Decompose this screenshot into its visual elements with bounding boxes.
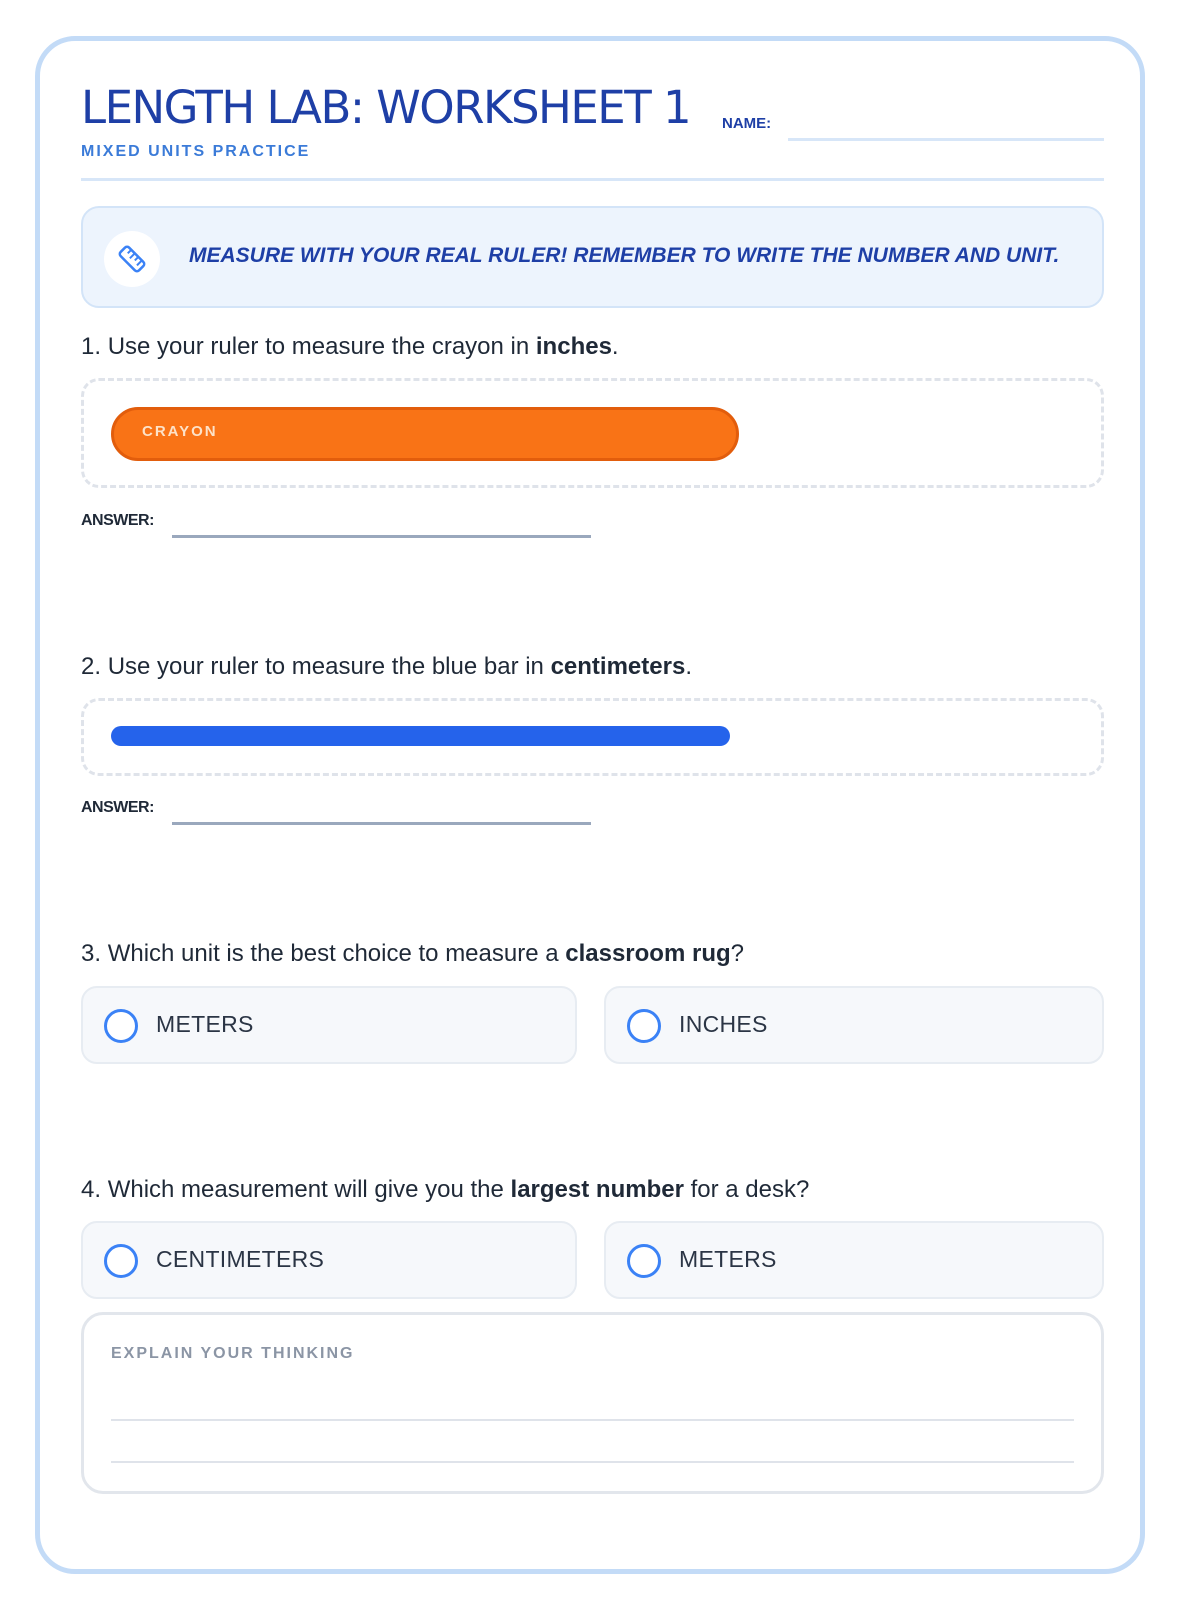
explain-label: EXPLAIN YOUR THINKING <box>111 1345 355 1362</box>
question-punctuation: for a desk? <box>683 1176 810 1203</box>
worksheet-header <box>81 81 1104 181</box>
ruler-icon <box>104 231 160 287</box>
choice-inches[interactable] <box>604 986 1104 1064</box>
radio-button[interactable] <box>104 1009 138 1043</box>
answer-label: ANSWER: <box>81 799 154 816</box>
question-prompt: Which measurement will give you the <box>107 1176 511 1203</box>
question-punctuation: ? <box>730 940 744 967</box>
choice-label: METERS <box>156 1011 254 1037</box>
question-prompt: Use your ruler to measure the blue bar in <box>107 653 551 680</box>
radio-button[interactable] <box>627 1244 661 1278</box>
question-emphasis: largest number <box>510 1176 684 1203</box>
crayon-measure-area <box>81 378 1104 488</box>
question-emphasis: classroom rug <box>565 940 731 967</box>
page-title: LENGTH LAB: WORKSHEET 1 <box>81 81 691 134</box>
instruction-text: MEASURE WITH YOUR REAL RULER! REMEMBER TO WRITE THE NUMBER AND UNIT. <box>189 244 1060 267</box>
question-number: 4. <box>81 1176 102 1203</box>
choice-label: CENTIMETERS <box>156 1246 325 1272</box>
explain-line <box>111 1461 1074 1463</box>
question-1-text <box>81 333 619 361</box>
choice-meters[interactable] <box>81 986 577 1064</box>
radio-button[interactable] <box>627 1009 661 1043</box>
explain-box[interactable] <box>81 1312 1104 1494</box>
question-number: 3. <box>81 940 102 967</box>
question-prompt: Use your ruler to measure the crayon in <box>107 333 536 360</box>
name-field[interactable] <box>788 138 1104 141</box>
question-4-text <box>81 1176 809 1204</box>
choice-label: METERS <box>679 1246 777 1272</box>
page-subtitle: MIXED UNITS PRACTICE <box>81 143 311 160</box>
instruction-banner <box>81 206 1104 308</box>
question-2-text <box>81 653 692 681</box>
blue-bar <box>111 726 730 746</box>
choice-label: INCHES <box>679 1011 768 1037</box>
question-punctuation: . <box>611 333 619 360</box>
answer-label: ANSWER: <box>81 512 154 529</box>
question-emphasis: inches <box>535 333 612 360</box>
name-label: NAME: <box>722 115 772 132</box>
question-number: 2. <box>81 653 102 680</box>
crayon-bar <box>111 407 739 461</box>
worksheet-page <box>35 36 1145 1574</box>
question-number: 1. <box>81 333 102 360</box>
question-prompt: Which unit is the best choice to measure a <box>107 940 566 967</box>
question-3-text <box>81 940 744 968</box>
explain-line <box>111 1419 1074 1421</box>
answer-field-1[interactable] <box>172 535 591 538</box>
choice-meters[interactable] <box>604 1221 1104 1299</box>
crayon-label: CRAYON <box>142 423 218 440</box>
radio-button[interactable] <box>104 1244 138 1278</box>
question-emphasis: centimeters <box>550 653 686 680</box>
blue-bar-measure-area <box>81 698 1104 776</box>
answer-field-2[interactable] <box>172 822 591 825</box>
choice-centimeters[interactable] <box>81 1221 577 1299</box>
question-punctuation: . <box>685 653 692 680</box>
